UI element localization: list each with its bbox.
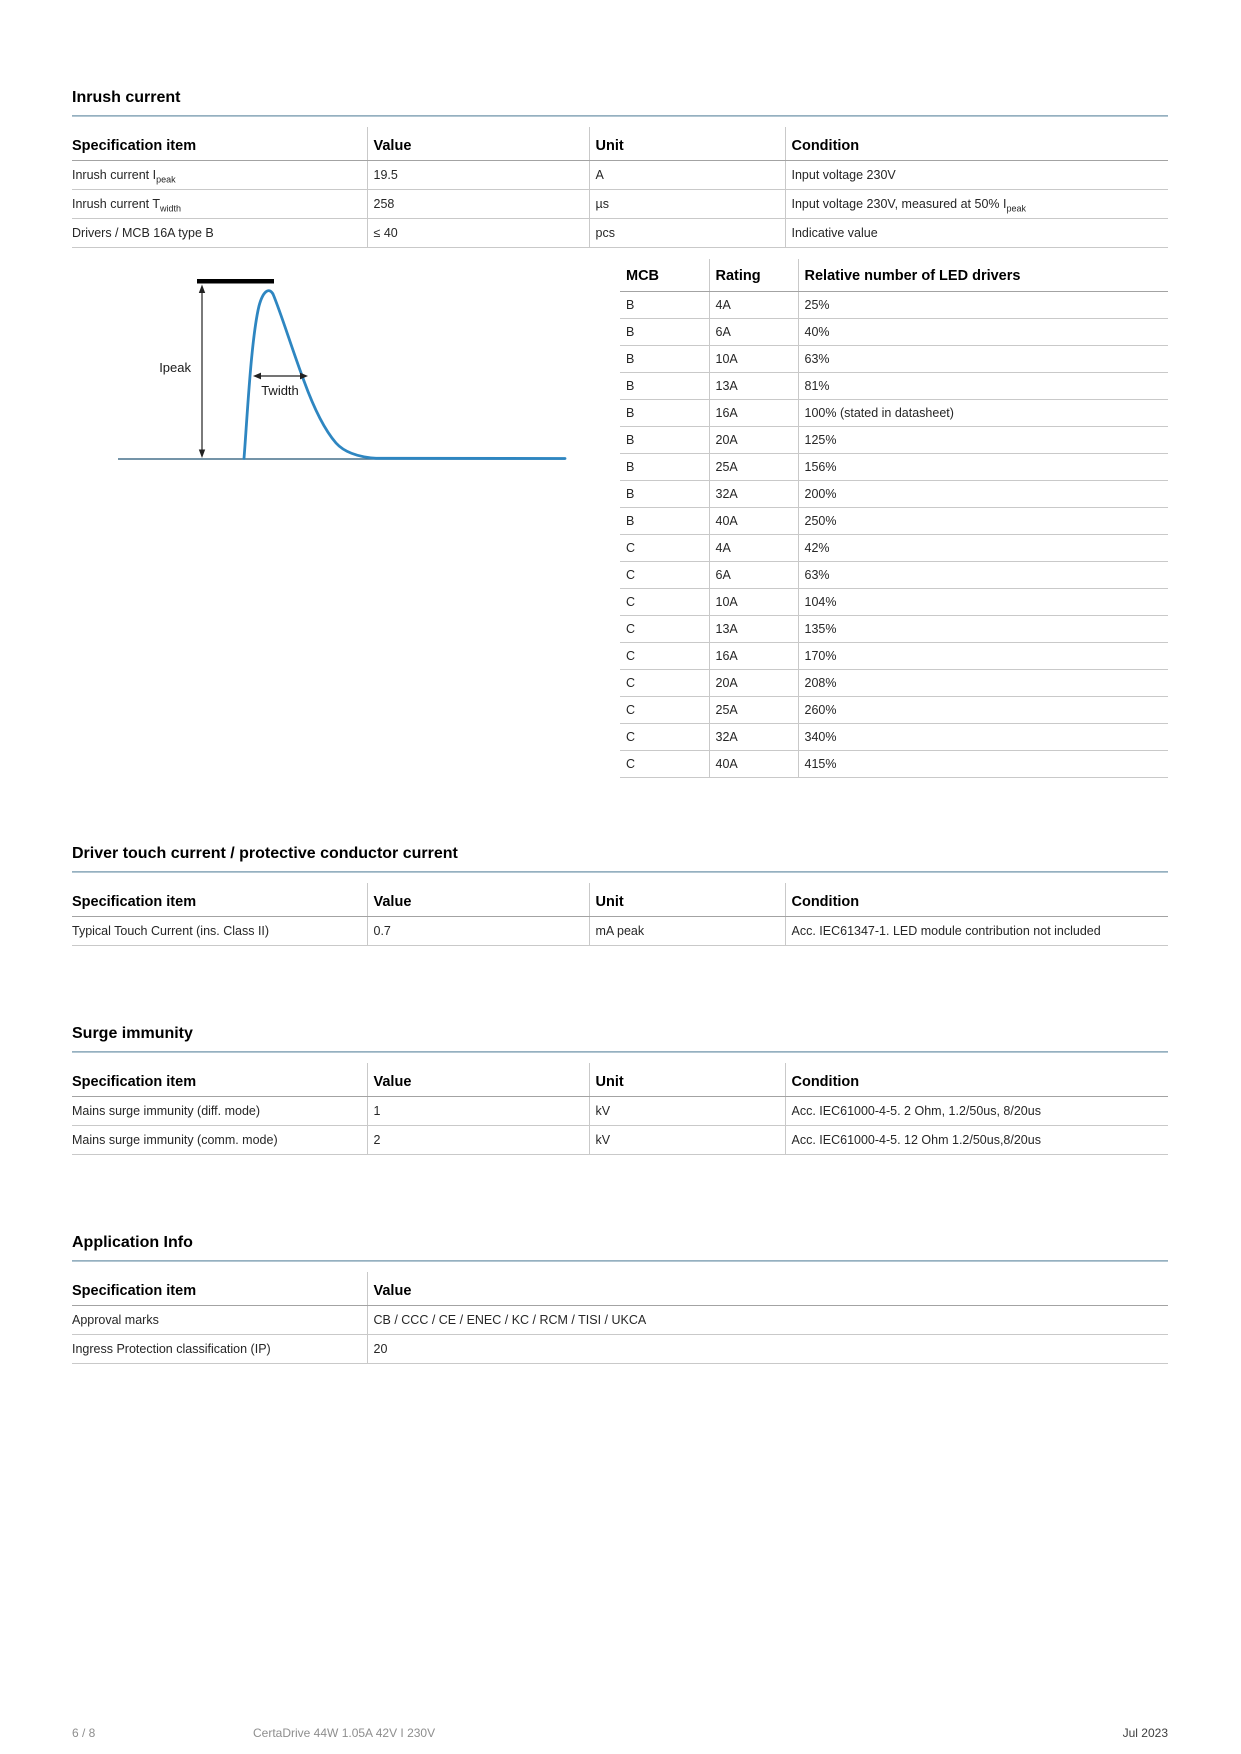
table-row <box>72 161 1168 190</box>
col-header-spec-item: Specification item <box>72 1063 367 1097</box>
table-row <box>72 190 1168 219</box>
table-header-row <box>72 127 1168 161</box>
section-title-surge-immunity: Surge immunity <box>72 1025 193 1042</box>
mcb-table-row <box>620 319 1168 346</box>
value-cell: ≤ 40 <box>367 219 589 248</box>
mcb-relative-cell: 63% <box>798 562 1168 589</box>
mcb-rating-cell: 6A <box>709 319 798 346</box>
mcb-relative-cell: 81% <box>798 373 1168 400</box>
mcb-relative-cell: 170% <box>798 643 1168 670</box>
col-header-spec-item: Specification item <box>72 1272 367 1306</box>
mcb-relative-cell: 340% <box>798 724 1168 751</box>
spec-item-text: Drivers / MCB 16A type B <box>72 226 214 240</box>
condition-cell: Acc. IEC61347-1. LED module contribution not included <box>785 917 1168 946</box>
table-row <box>72 1306 1168 1335</box>
section-application-info <box>72 1233 1168 1364</box>
mcb-type-cell: B <box>620 373 709 400</box>
table-row <box>72 1335 1168 1364</box>
mcb-relative-cell: 260% <box>798 697 1168 724</box>
mcb-rating-cell: 16A <box>709 643 798 670</box>
mcb-relative-cell: 100% (stated in datasheet) <box>798 400 1168 427</box>
mcb-table-row <box>620 562 1168 589</box>
page-number: 6 / 8 <box>72 1726 96 1740</box>
footer-product-name: CertaDrive 44W 1.05A 42V I 230V <box>253 1726 436 1740</box>
mcb-rating-cell: 20A <box>709 427 798 454</box>
spec-item-cell: Mains surge immunity (diff. mode) <box>72 1097 367 1126</box>
condition-subscript: peak <box>1006 203 1026 214</box>
col-header-mcb: MCB <box>620 259 709 292</box>
mcb-table-row <box>620 589 1168 616</box>
unit-cell: µs <box>589 190 785 219</box>
mcb-table-row <box>620 724 1168 751</box>
value-cell: 2 <box>367 1126 589 1155</box>
table-header-row <box>620 259 1168 292</box>
col-header-unit: Unit <box>589 127 785 161</box>
mcb-type-cell: B <box>620 427 709 454</box>
col-header-unit: Unit <box>589 1063 785 1097</box>
mcb-type-cell: C <box>620 670 709 697</box>
mcb-type-cell: B <box>620 292 709 319</box>
application-info-table <box>72 1272 1168 1364</box>
condition-text: Input voltage 230V <box>791 168 896 182</box>
table-row <box>72 1097 1168 1126</box>
twidth-arrow <box>253 373 308 380</box>
section-title-application-info: Application Info <box>72 1234 193 1251</box>
col-header-value: Value <box>367 1063 589 1097</box>
condition-cell <box>785 161 1168 190</box>
mcb-relative-cell: 156% <box>798 454 1168 481</box>
inrush-spec-table <box>72 127 1168 248</box>
unit-cell: pcs <box>589 219 785 248</box>
spec-item-cell <box>72 219 367 248</box>
mcb-table-row <box>620 535 1168 562</box>
mcb-rating-cell: 4A <box>709 535 798 562</box>
mcb-rating-cell: 25A <box>709 697 798 724</box>
section-surge-immunity <box>72 1024 1168 1155</box>
mcb-rating-cell: 32A <box>709 481 798 508</box>
inrush-pulse-curve <box>244 291 565 459</box>
col-header-rating: Rating <box>709 259 798 292</box>
mcb-type-cell: C <box>620 643 709 670</box>
mcb-type-cell: B <box>620 481 709 508</box>
spec-item-cell: Approval marks <box>72 1306 367 1335</box>
value-cell: 19.5 <box>367 161 589 190</box>
col-header-spec-item: Specification item <box>72 127 367 161</box>
value-cell: 258 <box>367 190 589 219</box>
table-header-row <box>72 883 1168 917</box>
section-title-touch-current: Driver touch current / protective conductor current <box>72 845 458 862</box>
mcb-relative-cell: 200% <box>798 481 1168 508</box>
mcb-table-row <box>620 373 1168 400</box>
value-cell: 0.7 <box>367 917 589 946</box>
mcb-relative-cell: 250% <box>798 508 1168 535</box>
mcb-type-cell: B <box>620 319 709 346</box>
condition-cell: Acc. IEC61000-4-5. 2 Ohm, 1.2/50us, 8/20us <box>785 1097 1168 1126</box>
mcb-type-cell: C <box>620 562 709 589</box>
mcb-relative-cell: 135% <box>798 616 1168 643</box>
section-rule <box>72 115 1168 117</box>
col-header-value: Value <box>367 1272 1168 1306</box>
unit-cell: A <box>589 161 785 190</box>
mcb-relative-cell: 415% <box>798 751 1168 778</box>
mcb-rating-cell: 10A <box>709 589 798 616</box>
mcb-rating-cell: 20A <box>709 670 798 697</box>
table-row <box>72 917 1168 946</box>
condition-text: Input voltage 230V, measured at 50% I <box>791 197 1007 211</box>
col-header-condition: Condition <box>785 127 1168 161</box>
value-cell: CB / CCC / CE / ENEC / KC / RCM / TISI / UKCA <box>367 1306 1168 1335</box>
mcb-relative-cell: 208% <box>798 670 1168 697</box>
mcb-rating-cell: 16A <box>709 400 798 427</box>
mcb-table-row <box>620 400 1168 427</box>
spec-item-cell: Mains surge immunity (comm. mode) <box>72 1126 367 1155</box>
mcb-table-row <box>620 292 1168 319</box>
mcb-type-cell: C <box>620 724 709 751</box>
page-content <box>72 0 1168 1364</box>
peak-level-line <box>197 279 274 284</box>
col-header-relative: Relative number of LED drivers <box>798 259 1168 292</box>
mcb-type-cell: C <box>620 535 709 562</box>
condition-text: Indicative value <box>791 226 878 240</box>
mcb-table-row <box>620 481 1168 508</box>
col-header-value: Value <box>367 883 589 917</box>
spec-item-subscript: width <box>160 203 182 214</box>
value-cell: 20 <box>367 1335 1168 1364</box>
section-title-inrush: Inrush current <box>72 89 181 106</box>
ipeak-arrow <box>199 285 205 459</box>
section-rule <box>72 1051 1168 1053</box>
mcb-rating-cell: 13A <box>709 616 798 643</box>
spec-item-cell: Typical Touch Current (ins. Class II) <box>72 917 367 946</box>
mcb-rating-cell: 6A <box>709 562 798 589</box>
mcb-rating-cell: 25A <box>709 454 798 481</box>
mcb-rating-table <box>620 259 1168 778</box>
mcb-table-row <box>620 346 1168 373</box>
surge-immunity-spec-table <box>72 1063 1168 1155</box>
col-header-value: Value <box>367 127 589 161</box>
mcb-table-row <box>620 670 1168 697</box>
section-rule <box>72 871 1168 873</box>
section-rule <box>72 1260 1168 1262</box>
mcb-type-cell: C <box>620 589 709 616</box>
spec-item-text: Inrush current I <box>72 168 157 182</box>
mcb-rating-cell: 13A <box>709 373 798 400</box>
mcb-table-row <box>620 643 1168 670</box>
spec-item-cell <box>72 161 367 190</box>
spec-item-cell: Ingress Protection classification (IP) <box>72 1335 367 1364</box>
mcb-table-row <box>620 751 1168 778</box>
mcb-rating-cell: 40A <box>709 508 798 535</box>
spec-item-subscript: peak <box>156 174 176 185</box>
mcb-relative-cell: 25% <box>798 292 1168 319</box>
mcb-table-row <box>620 427 1168 454</box>
unit-cell: kV <box>589 1126 785 1155</box>
col-header-spec-item: Specification item <box>72 883 367 917</box>
mcb-relative-cell: 63% <box>798 346 1168 373</box>
twidth-label: Twidth <box>261 383 299 398</box>
mcb-relative-cell: 42% <box>798 535 1168 562</box>
mcb-table-row <box>620 616 1168 643</box>
spec-item-text: Inrush current T <box>72 197 161 211</box>
unit-cell: mA peak <box>589 917 785 946</box>
mcb-relative-cell: 40% <box>798 319 1168 346</box>
table-header-row <box>72 1272 1168 1306</box>
value-cell: 1 <box>367 1097 589 1126</box>
mcb-table-row <box>620 508 1168 535</box>
mcb-type-cell: B <box>620 400 709 427</box>
mcb-table-row <box>620 454 1168 481</box>
mcb-type-cell: C <box>620 616 709 643</box>
section-touch-current <box>72 844 1168 946</box>
section-inrush <box>72 88 1168 774</box>
touch-current-spec-table <box>72 883 1168 946</box>
col-header-condition: Condition <box>785 1063 1168 1097</box>
condition-cell <box>785 219 1168 248</box>
condition-cell <box>785 190 1168 219</box>
mcb-rating-cell: 10A <box>709 346 798 373</box>
inrush-visuals <box>72 259 1168 774</box>
table-header-row <box>72 1063 1168 1097</box>
mcb-table-row <box>620 697 1168 724</box>
page-footer <box>72 1726 1168 1742</box>
mcb-rating-cell: 40A <box>709 751 798 778</box>
mcb-rating-cell: 32A <box>709 724 798 751</box>
table-row <box>72 1126 1168 1155</box>
mcb-type-cell: B <box>620 454 709 481</box>
mcb-relative-cell: 104% <box>798 589 1168 616</box>
spec-item-cell <box>72 190 367 219</box>
mcb-type-cell: C <box>620 751 709 778</box>
mcb-rating-cell: 4A <box>709 292 798 319</box>
col-header-condition: Condition <box>785 883 1168 917</box>
unit-cell: kV <box>589 1097 785 1126</box>
footer-date: Jul 2023 <box>1122 1726 1168 1740</box>
inrush-waveform-diagram <box>110 269 580 479</box>
mcb-type-cell: B <box>620 346 709 373</box>
table-row <box>72 219 1168 248</box>
ipeak-label: Ipeak <box>159 360 191 375</box>
condition-cell: Acc. IEC61000-4-5. 12 Ohm 1.2/50us,8/20us <box>785 1126 1168 1155</box>
mcb-relative-cell: 125% <box>798 427 1168 454</box>
col-header-unit: Unit <box>589 883 785 917</box>
mcb-type-cell: C <box>620 697 709 724</box>
mcb-type-cell: B <box>620 508 709 535</box>
